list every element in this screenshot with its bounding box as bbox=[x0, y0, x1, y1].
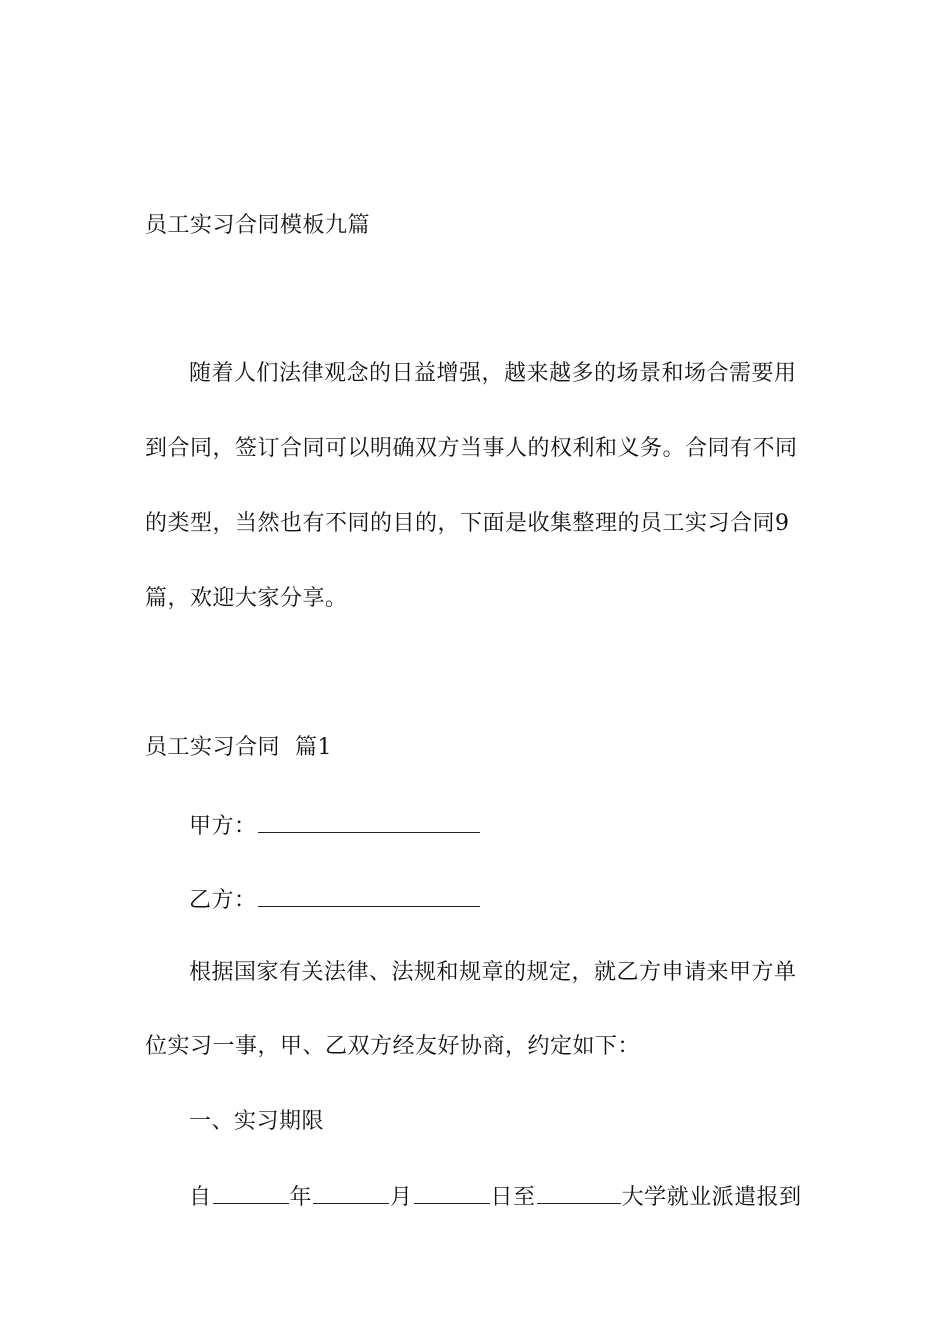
year-blank bbox=[213, 1181, 289, 1204]
month-blank bbox=[313, 1181, 389, 1204]
clause-1-day-to: 日至 bbox=[490, 1185, 536, 1210]
party-a-label: 甲方： bbox=[189, 814, 257, 839]
university-blank bbox=[537, 1181, 621, 1204]
party-a-blank bbox=[258, 810, 480, 833]
clause-1-prefix: 自 bbox=[189, 1185, 212, 1210]
clause-1-heading: 一、实习期限 bbox=[189, 1109, 325, 1134]
section-heading: 员工实习合同 篇1 bbox=[145, 735, 332, 760]
clause-1-text bbox=[189, 1181, 802, 1213]
intro-line-3: 的类型，当然也有不同的目的，下面是收集整理的员工实习合同9 bbox=[145, 511, 790, 536]
clause-1-year: 年 bbox=[289, 1185, 313, 1210]
clause-1-month: 月 bbox=[390, 1185, 413, 1210]
document-title: 员工实习合同模板九篇 bbox=[145, 213, 371, 238]
party-b-blank bbox=[258, 884, 480, 907]
intro-line-2: 到合同，签订合同可以明确双方当事人的权利和义务。合同有不同 bbox=[145, 436, 798, 461]
party-b-row bbox=[189, 884, 481, 916]
clause-1-suffix: 大学就业派遣报到 bbox=[621, 1185, 802, 1210]
party-a-row bbox=[189, 810, 481, 842]
basis-line-2: 位实习一事，甲、乙双方经友好协商，约定如下： bbox=[145, 1034, 641, 1059]
intro-line-4: 篇，欢迎大家分享。 bbox=[145, 586, 348, 611]
intro-line-1: 随着人们法律观念的日益增强，越来越多的场景和场合需要用 bbox=[189, 361, 797, 386]
basis-line-1: 根据国家有关法律、法规和规章的规定，就乙方申请来甲方单 bbox=[189, 960, 797, 985]
party-b-label: 乙方： bbox=[189, 888, 257, 913]
day-blank bbox=[414, 1181, 490, 1204]
